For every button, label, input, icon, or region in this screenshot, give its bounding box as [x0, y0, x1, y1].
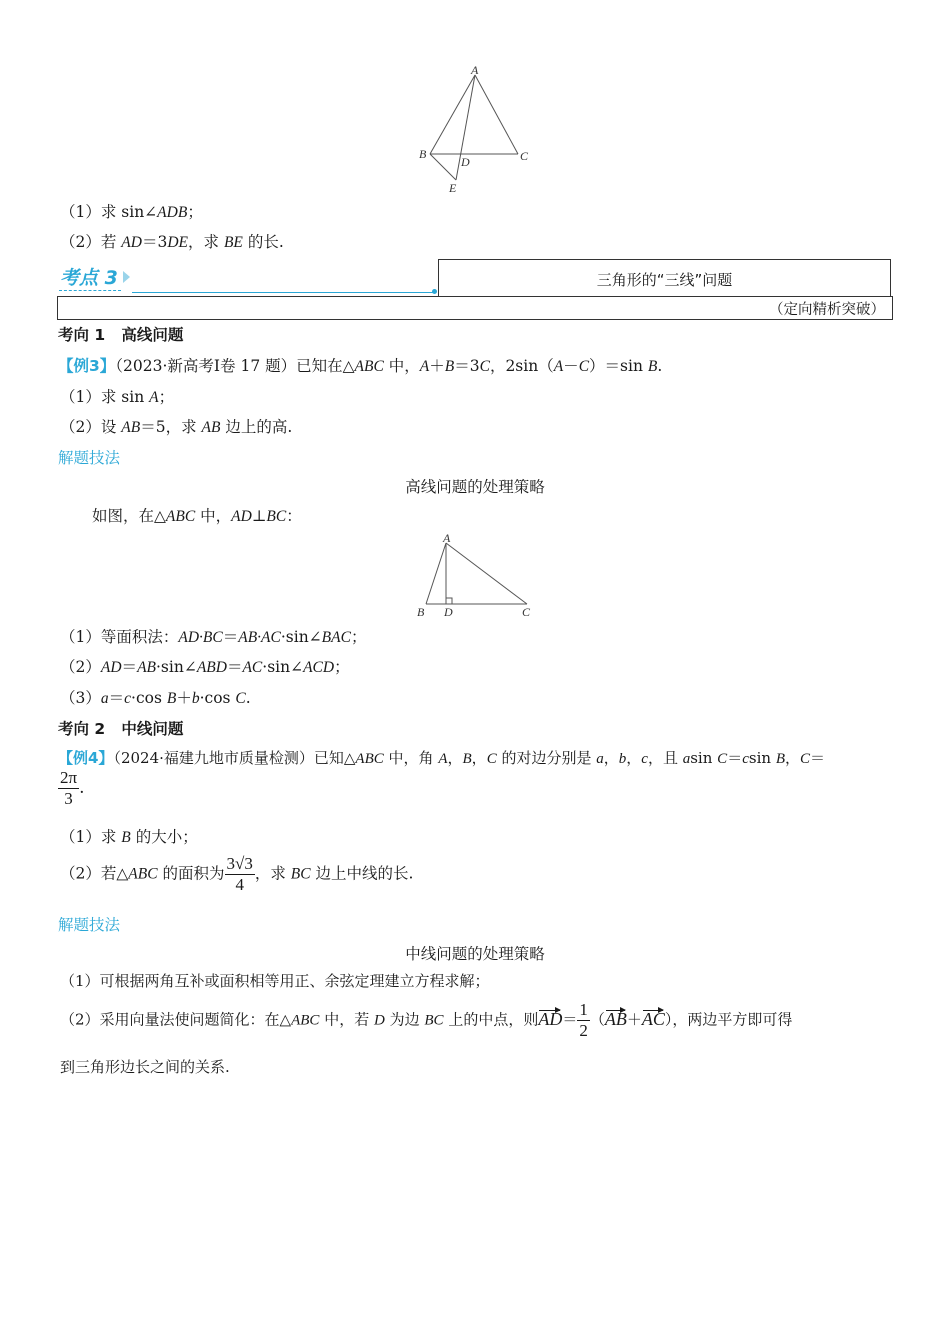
example-4-line: 【例4】（2024·福建九地市质量检测）已知△ABC 中，角 A，B，C 的对边分别是 a，b，c，且 asin C＝csin B，C＝	[58, 749, 826, 767]
play-icon	[123, 271, 130, 283]
label-d: D	[444, 605, 453, 619]
example-4-q1: （1）求 B 的大小；	[60, 828, 198, 846]
example-4-q2: （2）若△ABC 的面积为 $\frac{3√3}{4}$ ，求 BC 边上中线的长.	[60, 854, 414, 894]
method-1-intro: 如图，在△ABC 中，AD⊥BC：	[92, 507, 302, 525]
question-2: （2）若 AD＝3DE，求 BE 的长.	[60, 233, 284, 251]
rule-dot	[432, 289, 437, 294]
direction-2-heading: 考向 2 中线问题	[58, 720, 184, 738]
method-label-1: 解题技法	[58, 449, 121, 467]
example-4-fraction: $\frac{2\pi}{3}$ .	[60, 768, 85, 808]
triangle-figure-2	[412, 530, 537, 620]
method-title-1: 高线问题的处理策略	[405, 478, 545, 496]
label-b: B	[417, 605, 425, 619]
label-e: E	[449, 181, 457, 195]
question-1: （1）求 sin∠ADB；	[60, 203, 203, 221]
section-subtitle: （定向精析突破）	[769, 302, 885, 318]
triangle-figure-1	[415, 62, 535, 197]
label-c: C	[522, 605, 531, 619]
method-2-p3: 到三角形边长之间的关系.	[60, 1058, 230, 1076]
method-2-p2: （2）采用向量法使问题简化：在△ABC 中，若 D 为边 BC 上的中点，则AD＝ $\frac{1}{2}$ （AB＋AC），两边平方即可得	[60, 1000, 793, 1040]
section-box	[57, 259, 891, 319]
label-b: B	[419, 147, 427, 161]
example-3-q2: （2）设 AB＝5，求 AB 边上的高.	[60, 418, 293, 436]
method-title-2: 中线问题的处理策略	[405, 945, 545, 963]
method-1-formula-1: （1）等面积法：AD·BC＝AB·AC·sin∠BAC；	[60, 628, 367, 646]
method-1-formula-2: （2）AD＝AB·sin∠ABD＝AC·sin∠ACD；	[60, 658, 350, 676]
section-badge: 考点 3	[60, 267, 118, 289]
method-label-2: 解题技法	[58, 916, 121, 934]
label-a: A	[471, 63, 479, 77]
section-subtitle-box	[57, 296, 893, 320]
label-c: C	[520, 149, 529, 163]
section-title: 三角形的“三线”问题	[596, 271, 733, 289]
label-d: D	[461, 155, 470, 169]
label-a: A	[443, 531, 451, 545]
example-3-line: 【例3】（2023·新高考Ⅰ卷 17 题）已知在△ABC 中，A＋B＝3C，2sin（A－C）＝sin B.	[58, 357, 663, 375]
badge-underline	[59, 290, 121, 291]
badge-rule	[132, 292, 434, 293]
method-2-p1: （1）可根据两角互补或面积相等用正、余弦定理建立方程求解；	[60, 972, 490, 990]
example-3-q1: （1）求 sin A；	[60, 388, 175, 406]
direction-1-heading: 考向 1 高线问题	[58, 326, 184, 344]
method-1-formula-3: （3）a＝c·cos B＋b·cos C.	[60, 689, 251, 707]
